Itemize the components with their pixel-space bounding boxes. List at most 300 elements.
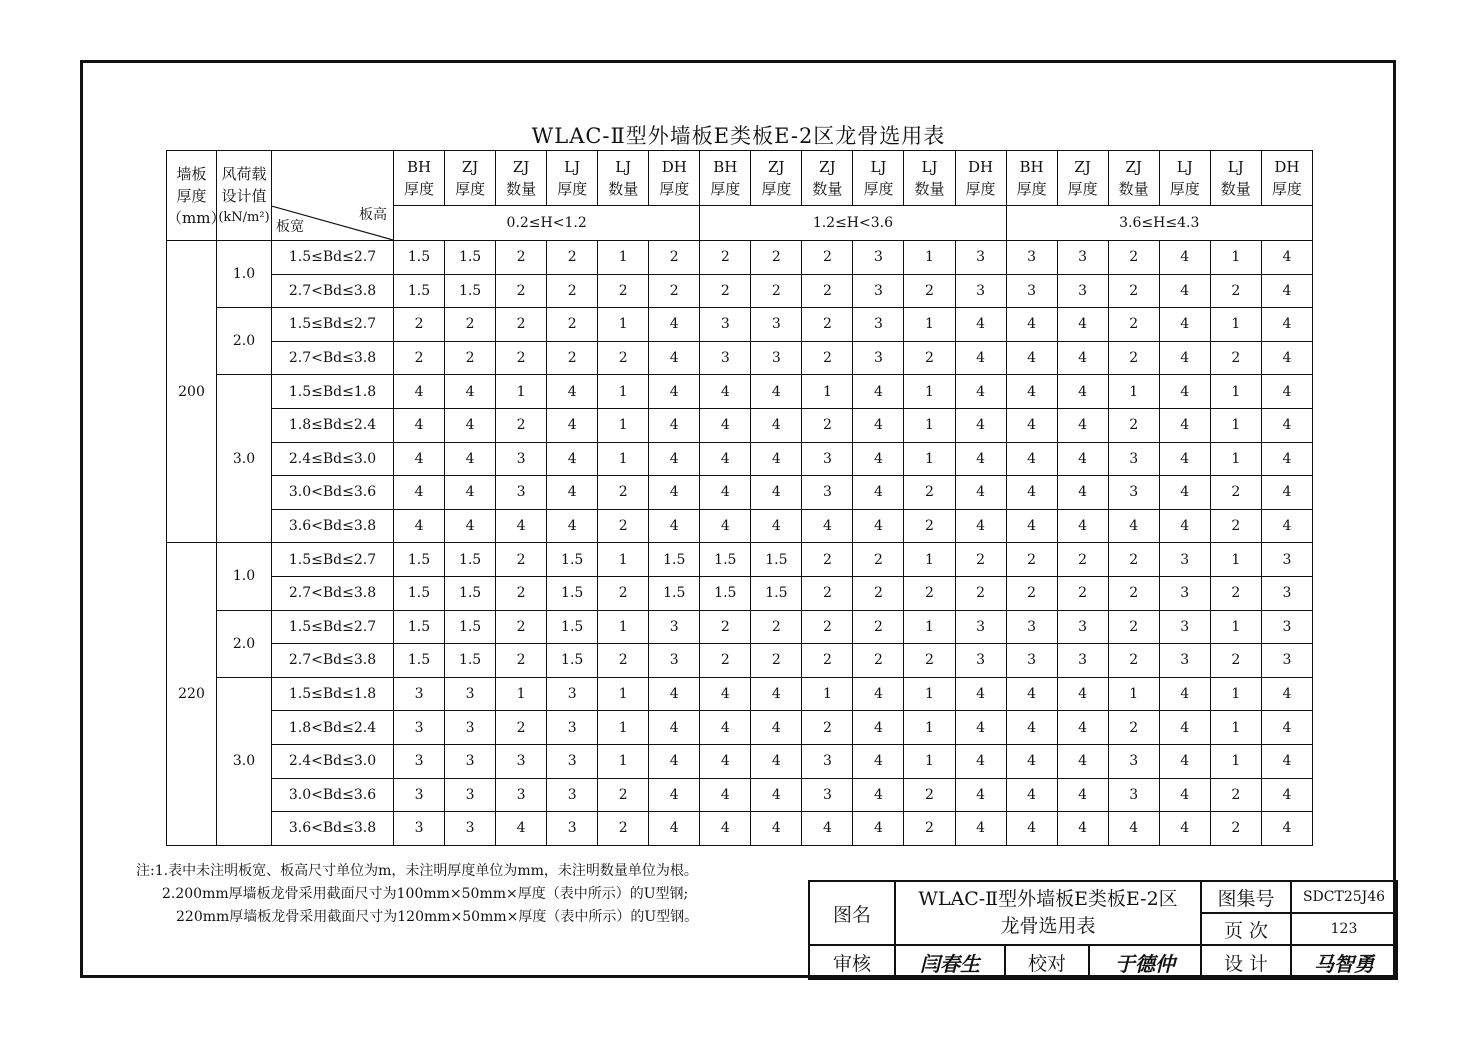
header-col-kind: 厚度 bbox=[761, 180, 792, 198]
table-row bbox=[167, 812, 1313, 846]
cell-value: 2 bbox=[802, 644, 853, 678]
cell-width-range: 1.5≤Bd≤2.7 bbox=[272, 610, 394, 644]
cell-value: 2 bbox=[955, 543, 1006, 577]
cell-value: 1 bbox=[598, 442, 649, 476]
cell-width-range: 1.5≤Bd≤1.8 bbox=[272, 375, 394, 409]
cell-value: 4 bbox=[1261, 442, 1312, 476]
header-col-code: ZJ bbox=[512, 158, 530, 176]
cell-value: 1 bbox=[904, 744, 955, 778]
cell-value: 4 bbox=[649, 711, 700, 745]
cell-value: 4 bbox=[1159, 509, 1210, 543]
table-row bbox=[167, 610, 1313, 644]
cell-value: 4 bbox=[853, 375, 904, 409]
header-col-kind: 数量 bbox=[914, 180, 945, 198]
cell-value: 1 bbox=[904, 677, 955, 711]
cell-value: 2 bbox=[598, 476, 649, 510]
cell-value: 4 bbox=[1159, 341, 1210, 375]
header-col-lj-count bbox=[904, 151, 955, 206]
cell-wind: 3.0 bbox=[217, 375, 272, 543]
header-board-height: 板高 bbox=[359, 207, 387, 223]
note-3: 220mm厚墙板龙骨采用截面尺寸为120mm×50mm×厚度（表中所示）的U型钢。 bbox=[176, 909, 699, 925]
cell-value: 2 bbox=[496, 241, 547, 275]
cell-value: 4 bbox=[1261, 812, 1312, 846]
cell-value: 2 bbox=[802, 576, 853, 610]
header-col-kind: 厚度 bbox=[1067, 180, 1098, 198]
cell-value: 1 bbox=[1108, 677, 1159, 711]
cell-value: 4 bbox=[751, 812, 802, 846]
header-board-width: 板宽 bbox=[276, 219, 304, 235]
table-row bbox=[167, 744, 1313, 778]
cell-width-range: 2.7<Bd≤3.8 bbox=[272, 274, 394, 308]
title-block-name bbox=[895, 881, 1201, 945]
cell-value: 2 bbox=[445, 341, 496, 375]
cell-value: 2 bbox=[802, 610, 853, 644]
cell-value: 1 bbox=[598, 543, 649, 577]
cell-value: 2 bbox=[496, 308, 547, 342]
table-row bbox=[167, 644, 1313, 678]
cell-value: 3 bbox=[1159, 610, 1210, 644]
cell-value: 4 bbox=[1057, 375, 1108, 409]
cell-value: 2 bbox=[496, 576, 547, 610]
table-row bbox=[167, 241, 1313, 275]
cell-value: 4 bbox=[955, 442, 1006, 476]
cell-value: 4 bbox=[1057, 308, 1108, 342]
cell-value: 4 bbox=[1057, 509, 1108, 543]
cell-value: 4 bbox=[547, 476, 598, 510]
cell-value: 2 bbox=[1006, 576, 1057, 610]
cell-value: 4 bbox=[394, 476, 445, 510]
table-title: WLAC-Ⅱ型外墙板E类板E-2区龙骨选用表 bbox=[531, 124, 946, 148]
cell-value: 3 bbox=[496, 778, 547, 812]
cell-value: 4 bbox=[1159, 408, 1210, 442]
cell-value: 2 bbox=[1210, 274, 1261, 308]
cell-value: 2 bbox=[496, 274, 547, 308]
cell-value: 1.5 bbox=[394, 576, 445, 610]
cell-value: 2 bbox=[1210, 778, 1261, 812]
cell-value: 1 bbox=[1210, 677, 1261, 711]
cell-value: 3 bbox=[802, 442, 853, 476]
cell-value: 3 bbox=[1006, 241, 1057, 275]
cell-value: 4 bbox=[445, 476, 496, 510]
header-col-kind: 数量 bbox=[506, 180, 537, 198]
cell-value: 4 bbox=[445, 442, 496, 476]
cell-value: 3 bbox=[802, 778, 853, 812]
cell-value: 3 bbox=[394, 711, 445, 745]
cell-wind: 2.0 bbox=[217, 308, 272, 375]
header-col-zj-thickness bbox=[445, 151, 496, 206]
cell-value: 4 bbox=[1261, 408, 1312, 442]
cell-value: 2 bbox=[700, 241, 751, 275]
header-col-lj-thickness bbox=[853, 151, 904, 206]
cell-value: 4 bbox=[1057, 744, 1108, 778]
cell-value: 4 bbox=[1006, 711, 1057, 745]
check-label: 校对 bbox=[1005, 945, 1089, 979]
header-col-kind: 数量 bbox=[608, 180, 639, 198]
cell-value: 4 bbox=[751, 509, 802, 543]
cell-value: 2 bbox=[751, 610, 802, 644]
cell-value: 1 bbox=[496, 375, 547, 409]
header-col-kind: 厚度 bbox=[455, 180, 486, 198]
cell-value: 4 bbox=[802, 509, 853, 543]
cell-value: 1.5 bbox=[394, 610, 445, 644]
header-wind-load bbox=[217, 151, 272, 241]
cell-value: 4 bbox=[445, 408, 496, 442]
cell-value: 1 bbox=[598, 375, 649, 409]
header-col-code: BH bbox=[406, 158, 432, 176]
cell-value: 2 bbox=[547, 341, 598, 375]
cell-value: 4 bbox=[1057, 711, 1108, 745]
cell-width-range: 1.5≤Bd≤2.7 bbox=[272, 241, 394, 275]
cell-value: 4 bbox=[1057, 442, 1108, 476]
cell-value: 2 bbox=[598, 509, 649, 543]
cell-value: 2 bbox=[802, 543, 853, 577]
cell-value: 3 bbox=[1108, 476, 1159, 510]
cell-value: 2 bbox=[496, 644, 547, 678]
cell-value: 4 bbox=[1159, 778, 1210, 812]
cell-value: 4 bbox=[394, 509, 445, 543]
cell-value: 4 bbox=[1057, 778, 1108, 812]
cell-value: 3 bbox=[1108, 442, 1159, 476]
cell-width-range: 3.0<Bd≤3.6 bbox=[272, 778, 394, 812]
atlas-label: 图集号 bbox=[1201, 881, 1291, 913]
height-range-1: 0.2≤H<1.2 bbox=[394, 206, 700, 241]
cell-value: 4 bbox=[649, 509, 700, 543]
header-col-dh-thickness bbox=[955, 151, 1006, 206]
cell-value: 4 bbox=[394, 375, 445, 409]
keel-selection-table bbox=[166, 150, 1313, 846]
header-col-code: DH bbox=[661, 158, 687, 176]
cell-value: 1 bbox=[1210, 543, 1261, 577]
cell-value: 2 bbox=[598, 644, 649, 678]
cell-value: 4 bbox=[445, 375, 496, 409]
cell-value: 1.5 bbox=[547, 610, 598, 644]
cell-width-range: 3.6<Bd≤3.8 bbox=[272, 812, 394, 846]
cell-value: 4 bbox=[496, 812, 547, 846]
header-col-kind: 厚度 bbox=[404, 180, 435, 198]
header-col-kind: 厚度 bbox=[1169, 180, 1200, 198]
cell-value: 4 bbox=[1159, 241, 1210, 275]
cell-value: 1.5 bbox=[700, 576, 751, 610]
cell-value: 2 bbox=[1108, 711, 1159, 745]
table-row bbox=[167, 509, 1313, 543]
cell-value: 3 bbox=[394, 778, 445, 812]
cell-value: 2 bbox=[649, 241, 700, 275]
table-row bbox=[167, 711, 1313, 745]
cell-value: 4 bbox=[394, 408, 445, 442]
cell-value: 1 bbox=[904, 442, 955, 476]
cell-value: 2 bbox=[496, 610, 547, 644]
cell-value: 4 bbox=[955, 509, 1006, 543]
cell-value: 4 bbox=[700, 711, 751, 745]
cell-value: 4 bbox=[1261, 375, 1312, 409]
cell-value: 4 bbox=[751, 476, 802, 510]
header-col-zj-thickness bbox=[1057, 151, 1108, 206]
header-col-code: ZJ bbox=[461, 158, 479, 176]
cell-value: 1 bbox=[904, 711, 955, 745]
cell-value: 3 bbox=[547, 711, 598, 745]
cell-value: 2 bbox=[802, 241, 853, 275]
cell-value: 3 bbox=[547, 778, 598, 812]
cell-value: 3 bbox=[1108, 778, 1159, 812]
cell-value: 2 bbox=[1108, 576, 1159, 610]
cell-value: 2 bbox=[1006, 543, 1057, 577]
table-body bbox=[167, 151, 1313, 846]
cell-width-range: 1.5≤Bd≤2.7 bbox=[272, 308, 394, 342]
cell-value: 1 bbox=[1210, 308, 1261, 342]
header-col-code: LJ bbox=[921, 158, 938, 176]
cell-value: 1.5 bbox=[394, 274, 445, 308]
cell-value: 1 bbox=[1108, 375, 1159, 409]
cell-value: 3 bbox=[853, 341, 904, 375]
height-range-3: 3.6≤H≤4.3 bbox=[1006, 206, 1312, 241]
cell-value: 2 bbox=[1210, 341, 1261, 375]
cell-value: 4 bbox=[853, 677, 904, 711]
cell-value: 2 bbox=[496, 408, 547, 442]
cell-value: 2 bbox=[547, 274, 598, 308]
page-value: 123 bbox=[1291, 913, 1397, 945]
cell-value: 3 bbox=[1057, 610, 1108, 644]
cell-value: 2 bbox=[853, 576, 904, 610]
cell-value: 1 bbox=[904, 241, 955, 275]
cell-value: 3 bbox=[751, 341, 802, 375]
cell-value: 4 bbox=[700, 812, 751, 846]
cell-value: 4 bbox=[547, 442, 598, 476]
table-row bbox=[167, 308, 1313, 342]
note-1: 注:1.表中未注明板宽、板高尺寸单位为m，未注明厚度单位为mm，未注明数量单位为根。 bbox=[136, 863, 698, 879]
cell-value: 4 bbox=[1006, 375, 1057, 409]
table-row bbox=[167, 576, 1313, 610]
cell-value: 1.5 bbox=[649, 543, 700, 577]
header-col-kind: 厚度 bbox=[1016, 180, 1047, 198]
cell-value: 1 bbox=[1210, 610, 1261, 644]
header-col-lj-thickness bbox=[1159, 151, 1210, 206]
cell-value: 2 bbox=[853, 610, 904, 644]
cell-value: 3 bbox=[1108, 744, 1159, 778]
cell-value: 3 bbox=[955, 274, 1006, 308]
cell-value: 2 bbox=[445, 308, 496, 342]
header-thickness bbox=[167, 151, 226, 241]
cell-wind: 1.0 bbox=[217, 543, 272, 610]
cell-value: 2 bbox=[1210, 812, 1261, 846]
cell-value: 4 bbox=[1261, 341, 1312, 375]
cell-value: 2 bbox=[1210, 509, 1261, 543]
cell-value: 1 bbox=[1210, 408, 1261, 442]
header-col-kind: 厚度 bbox=[659, 180, 690, 198]
cell-value: 3 bbox=[496, 476, 547, 510]
cell-value: 4 bbox=[955, 812, 1006, 846]
cell-value: 3 bbox=[1261, 576, 1312, 610]
cell-value: 4 bbox=[1261, 509, 1312, 543]
cell-value: 4 bbox=[955, 744, 1006, 778]
cell-width-range: 1.8<Bd≤2.4 bbox=[272, 711, 394, 745]
cell-value: 1 bbox=[598, 308, 649, 342]
title-block-name-line2: 龙骨选用表 bbox=[1000, 915, 1096, 937]
cell-value: 2 bbox=[904, 812, 955, 846]
cell-value: 1.5 bbox=[751, 576, 802, 610]
design-label: 设 计 bbox=[1201, 945, 1291, 979]
table-row bbox=[167, 408, 1313, 442]
design-signature: 马智勇 bbox=[1291, 945, 1397, 979]
cell-value: 4 bbox=[751, 744, 802, 778]
cell-value: 2 bbox=[1210, 476, 1261, 510]
cell-width-range: 2.7<Bd≤3.8 bbox=[272, 644, 394, 678]
header-col-bh-thickness bbox=[1006, 151, 1057, 206]
header-col-kind: 厚度 bbox=[1271, 180, 1302, 198]
cell-value: 4 bbox=[955, 408, 1006, 442]
cell-value: 2 bbox=[802, 408, 853, 442]
cell-value: 4 bbox=[700, 476, 751, 510]
cell-value: 1.5 bbox=[751, 543, 802, 577]
cell-value: 4 bbox=[1159, 677, 1210, 711]
cell-value: 4 bbox=[1006, 509, 1057, 543]
cell-value: 2 bbox=[1108, 308, 1159, 342]
cell-value: 1 bbox=[1210, 375, 1261, 409]
cell-value: 1.5 bbox=[394, 241, 445, 275]
cell-value: 2 bbox=[496, 711, 547, 745]
cell-value: 4 bbox=[1006, 476, 1057, 510]
cell-value: 1 bbox=[1210, 442, 1261, 476]
cell-value: 2 bbox=[394, 308, 445, 342]
header-col-dh-thickness bbox=[1261, 151, 1312, 206]
cell-width-range: 2.7<Bd≤3.8 bbox=[272, 576, 394, 610]
cell-value: 3 bbox=[1006, 274, 1057, 308]
cell-value: 3 bbox=[802, 476, 853, 510]
cell-value: 2 bbox=[904, 576, 955, 610]
cell-value: 4 bbox=[700, 744, 751, 778]
header-thickness-line: （mm） bbox=[167, 208, 226, 227]
cell-width-range: 1.5≤Bd≤2.7 bbox=[272, 543, 394, 577]
cell-value: 4 bbox=[1261, 476, 1312, 510]
cell-width-range: 1.5≤Bd≤1.8 bbox=[272, 677, 394, 711]
cell-value: 2 bbox=[904, 274, 955, 308]
title-block-name-label: 图名 bbox=[809, 881, 895, 945]
header-col-zj-thickness bbox=[751, 151, 802, 206]
cell-value: 4 bbox=[649, 744, 700, 778]
cell-value: 4 bbox=[649, 408, 700, 442]
header-col-code: ZJ bbox=[819, 158, 836, 176]
cell-value: 3 bbox=[649, 610, 700, 644]
cell-value: 4 bbox=[1006, 341, 1057, 375]
cell-value: 4 bbox=[853, 812, 904, 846]
cell-value: 4 bbox=[1006, 408, 1057, 442]
cell-value: 3 bbox=[700, 341, 751, 375]
header-col-kind: 厚度 bbox=[557, 180, 588, 198]
cell-value: 4 bbox=[1159, 744, 1210, 778]
cell-value: 1.5 bbox=[547, 576, 598, 610]
cell-value: 1.5 bbox=[547, 543, 598, 577]
table-row bbox=[167, 778, 1313, 812]
cell-value: 4 bbox=[955, 476, 1006, 510]
cell-value: 1.5 bbox=[394, 644, 445, 678]
header-diagonal-cell bbox=[272, 151, 394, 241]
cell-value: 4 bbox=[547, 509, 598, 543]
cell-value: 4 bbox=[1261, 711, 1312, 745]
cell-value: 2 bbox=[751, 241, 802, 275]
cell-value: 4 bbox=[649, 677, 700, 711]
cell-value: 2 bbox=[598, 778, 649, 812]
header-col-code: LJ bbox=[1176, 158, 1193, 176]
cell-value: 4 bbox=[1159, 375, 1210, 409]
cell-value: 4 bbox=[547, 375, 598, 409]
table-row bbox=[167, 677, 1313, 711]
cell-value: 4 bbox=[700, 375, 751, 409]
header-col-zj-count bbox=[496, 151, 547, 206]
cell-value: 1.5 bbox=[394, 543, 445, 577]
cell-value: 2 bbox=[1108, 408, 1159, 442]
cell-value: 3 bbox=[445, 711, 496, 745]
cell-value: 4 bbox=[1057, 812, 1108, 846]
cell-value: 2 bbox=[598, 576, 649, 610]
cell-value: 2 bbox=[751, 644, 802, 678]
cell-thickness: 220 bbox=[167, 543, 217, 845]
cell-value: 4 bbox=[1261, 308, 1312, 342]
cell-value: 4 bbox=[853, 711, 904, 745]
cell-value: 2 bbox=[1108, 341, 1159, 375]
cell-value: 2 bbox=[547, 308, 598, 342]
cell-width-range: 1.8≤Bd≤2.4 bbox=[272, 408, 394, 442]
cell-wind: 2.0 bbox=[217, 610, 272, 677]
cell-value: 2 bbox=[853, 644, 904, 678]
cell-value: 4 bbox=[1159, 274, 1210, 308]
cell-value: 4 bbox=[1057, 408, 1108, 442]
cell-value: 4 bbox=[1057, 677, 1108, 711]
cell-value: 1 bbox=[904, 408, 955, 442]
cell-value: 3 bbox=[1057, 644, 1108, 678]
check-signature: 于德仲 bbox=[1089, 945, 1201, 979]
header-col-zj-count bbox=[802, 151, 853, 206]
cell-width-range: 2.4<Bd≤3.0 bbox=[272, 744, 394, 778]
cell-thickness: 200 bbox=[167, 241, 217, 543]
cell-value: 4 bbox=[700, 408, 751, 442]
cell-value: 4 bbox=[1261, 241, 1312, 275]
cell-value: 4 bbox=[955, 711, 1006, 745]
cell-value: 3 bbox=[1261, 543, 1312, 577]
cell-value: 4 bbox=[1006, 442, 1057, 476]
cell-value: 4 bbox=[1159, 308, 1210, 342]
header-col-code: BH bbox=[713, 158, 738, 176]
review-label: 审核 bbox=[809, 945, 895, 979]
cell-value: 3 bbox=[751, 308, 802, 342]
cell-value: 2 bbox=[394, 341, 445, 375]
cell-value: 3 bbox=[547, 812, 598, 846]
cell-value: 4 bbox=[802, 812, 853, 846]
header-col-code: LJ bbox=[564, 158, 581, 176]
cell-value: 1.5 bbox=[445, 644, 496, 678]
cell-value: 3 bbox=[394, 744, 445, 778]
header-col-code: LJ bbox=[870, 158, 887, 176]
cell-value: 3 bbox=[1057, 274, 1108, 308]
cell-value: 3 bbox=[445, 778, 496, 812]
cell-wind: 3.0 bbox=[217, 677, 272, 845]
review-signature: 闫春生 bbox=[895, 945, 1005, 979]
cell-value: 4 bbox=[700, 677, 751, 711]
cell-value: 3 bbox=[1057, 241, 1108, 275]
cell-value: 2 bbox=[598, 274, 649, 308]
table-row bbox=[167, 476, 1313, 510]
cell-value: 1.5 bbox=[445, 543, 496, 577]
note-2: 2.200mm厚墙板龙骨采用截面尺寸为100mm×50mm×厚度（表中所示）的U型钢; bbox=[162, 886, 689, 902]
cell-value: 3 bbox=[445, 744, 496, 778]
cell-value: 4 bbox=[445, 509, 496, 543]
cell-value: 2 bbox=[802, 341, 853, 375]
cell-value: 2 bbox=[1108, 241, 1159, 275]
cell-value: 4 bbox=[1006, 308, 1057, 342]
cell-value: 4 bbox=[751, 408, 802, 442]
cell-value: 4 bbox=[1159, 476, 1210, 510]
cell-value: 3 bbox=[394, 677, 445, 711]
cell-value: 2 bbox=[1210, 576, 1261, 610]
cell-value: 3 bbox=[802, 744, 853, 778]
